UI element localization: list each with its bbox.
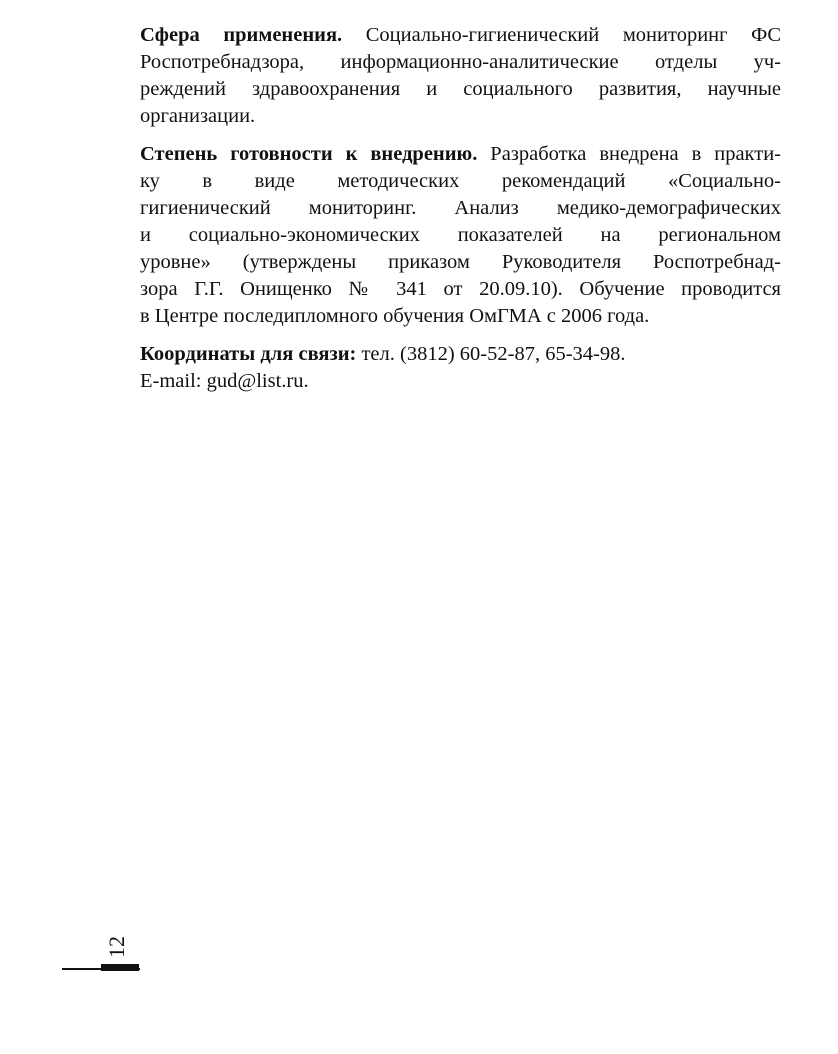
readiness-line-6: зора Г.Г. Онищенко № 341 от 20.09.10). Обучение проводится <box>140 278 781 300</box>
scope-line-3: реждений здравоохранения и социального развития, научные <box>140 78 781 100</box>
readiness-line-7: в Центре последипломного обучения ОмГМА с 2006 года. <box>140 305 650 327</box>
contact-phones: тел. (3812) 60-52-87, 65-34-98. <box>356 343 626 365</box>
scope-line-1: Сфера применения. Социально-гигиенический мониторинг ФС <box>140 24 782 46</box>
page-footer-rule-marker <box>101 964 139 971</box>
scope-line-4: организации. <box>140 105 256 127</box>
contacts-line-1 <box>140 341 781 368</box>
page-number: 12 <box>104 936 129 958</box>
readiness-line-5: уровне» (утверждены приказом Руководителя Роспотребнад- <box>140 251 781 273</box>
contacts-heading: Координаты для связи: <box>140 343 357 365</box>
scope-line-2: Роспотребнадзора, информационно-аналитические отделы уч- <box>140 51 781 73</box>
readiness-paragraph <box>140 141 781 330</box>
scope-heading: Сфера применения. <box>140 24 343 46</box>
page-content <box>140 22 781 406</box>
scope-paragraph <box>140 22 781 130</box>
contact-email: E-mail: gud@list.ru. <box>140 370 309 392</box>
readiness-line-2: ку в виде методических рекомендаций «Социально- <box>140 170 781 192</box>
readiness-line-3: гигиенический мониторинг. Анализ медико-демографических <box>140 197 781 219</box>
readiness-line-4: и социально-экономических показателей на региональном <box>140 224 781 246</box>
contacts-paragraph <box>140 341 781 395</box>
readiness-line-1: Степень готовности к внедрению. Разработка внедрена в практи- <box>140 143 781 165</box>
readiness-heading: Степень готовности к внедрению. <box>140 143 478 165</box>
